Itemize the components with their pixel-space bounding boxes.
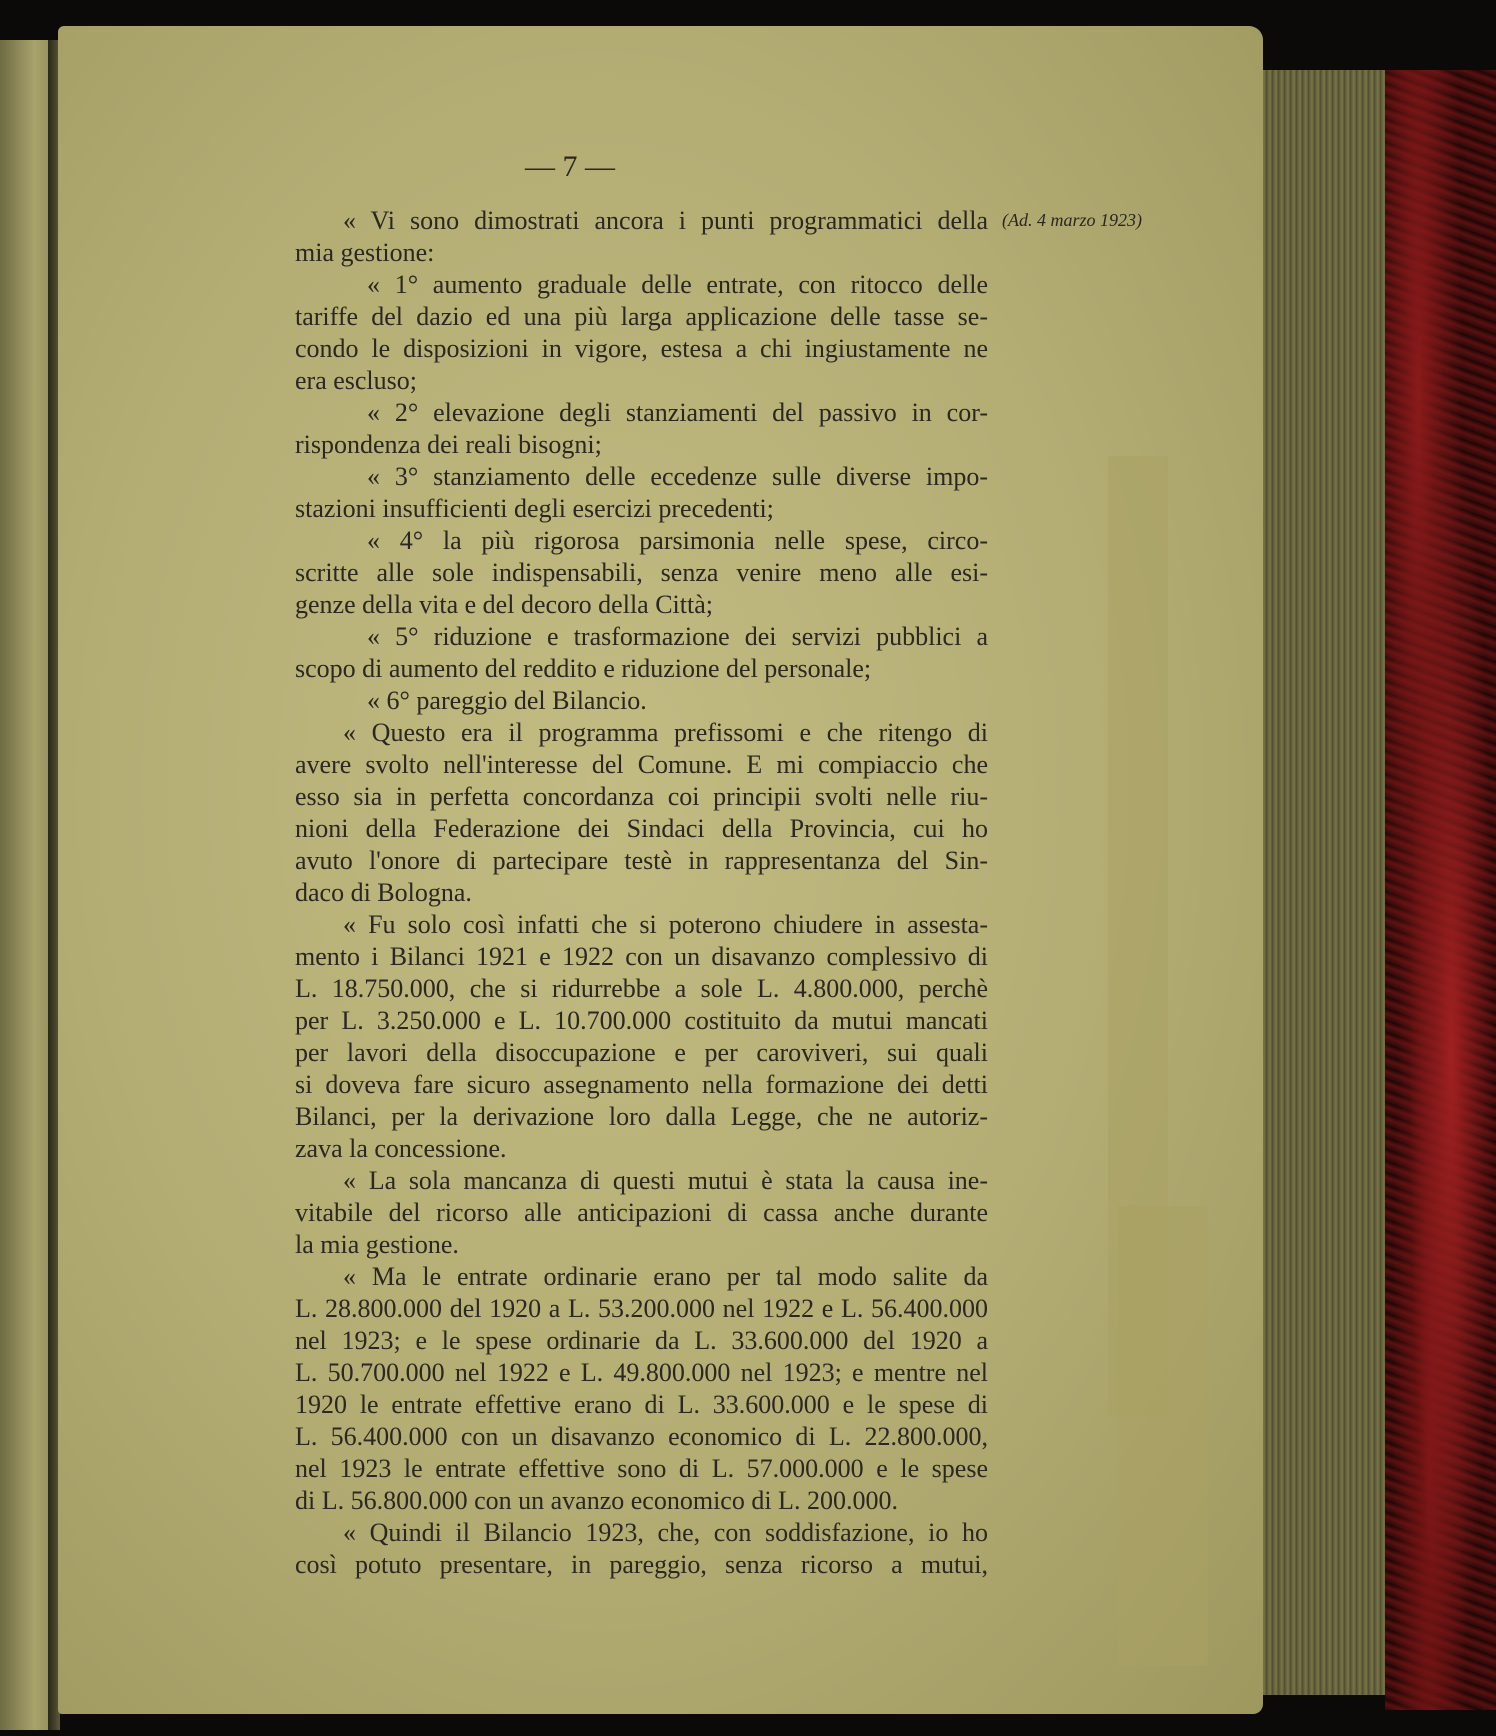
page-stain (1118, 1206, 1208, 1666)
text-line: « 6° pareggio del Bilancio. (367, 686, 647, 715)
body-text (295, 205, 988, 1581)
text-line: daco di Bologna. (295, 878, 472, 907)
text-line: « Fu solo così infatti che si poterono chiudere in assesta- (343, 910, 988, 939)
text-line: genze della vita e del decoro della Città; (295, 590, 713, 619)
text-line: vitabile del ricorso alle anticipazioni di cassa anche durante (295, 1198, 988, 1227)
text-line: « Vi sono dimostrati ancora i punti programmatici della (343, 206, 988, 235)
text-line: mento i Bilanci 1921 e 1922 con un disavanzo complessivo di (295, 942, 988, 971)
text-line: tariffe del dazio ed una più larga applicazione delle tasse se- (295, 302, 988, 331)
text-line: scritte alle sole indispensabili, senza venire meno alle esi- (295, 558, 988, 587)
text-line: di L. 56.800.000 con un avanzo economico di L. 200.000. (295, 1486, 898, 1515)
text-line: Bilanci, per la derivazione loro dalla Legge, che ne autoriz- (295, 1102, 988, 1131)
text-line: « Ma le entrate ordinarie erano per tal modo salite da (343, 1262, 988, 1291)
text-line: « 3° stanziamento delle eccedenze sulle diverse impo- (367, 462, 988, 491)
text-line: si doveva fare sicuro assegnamento nella formazione dei detti (295, 1070, 988, 1099)
text-line: L. 28.800.000 del 1920 a L. 53.200.000 nel 1922 e L. 56.400.000 (295, 1294, 988, 1323)
text-line: la mia gestione. (295, 1230, 459, 1259)
text-line: L. 18.750.000, che si ridurrebbe a sole L. 4.800.000, perchè (295, 974, 988, 1003)
marbled-cover (1385, 70, 1496, 1710)
page-number: — 7 — (525, 150, 615, 183)
text-line: avere svolto nell'interesse del Comune. E mi compiaccio che (295, 750, 988, 779)
text-line: nioni della Federazione dei Sindaci della Provincia, cui ho (295, 814, 988, 843)
margin-note: (Ad. 4 marzo 1923) (1002, 210, 1142, 230)
text-line: « Questo era il programma prefissomi e che ritengo di (343, 718, 988, 747)
text-line: per L. 3.250.000 e L. 10.700.000 costituito da mutui mancati (295, 1006, 988, 1035)
text-line: 1920 le entrate effettive erano di L. 33.600.000 e le spese di (295, 1390, 988, 1419)
text-line: era escluso; (295, 366, 418, 395)
text-line: L. 50.700.000 nel 1922 e L. 49.800.000 nel 1923; e mentre nel (295, 1358, 988, 1387)
text-line: così potuto presentare, in pareggio, senza ricorso a mutui, (295, 1550, 988, 1579)
text-line: « 2° elevazione degli stanziamenti del passivo in cor- (367, 398, 988, 427)
text-line: « 5° riduzione e trasformazione dei servizi pubblici a (367, 622, 988, 651)
text-line: « La sola mancanza di questi mutui è stata la causa ine- (343, 1166, 988, 1195)
text-line: zava la concessione. (295, 1134, 507, 1163)
text-line: nel 1923; e le spese ordinarie da L. 33.600.000 del 1920 a (295, 1326, 988, 1355)
text-line: avuto l'onore di partecipare testè in rappresentanza del Sin- (295, 846, 988, 875)
text-line: « 1° aumento graduale delle entrate, con ritocco delle (367, 270, 988, 299)
text-line: mia gestione: (295, 238, 435, 267)
text-line: esso sia in perfetta concordanza coi principii svolti nelle riu- (295, 782, 988, 811)
text-line: stazioni insufficienti degli esercizi precedenti; (295, 494, 774, 523)
text-line: nel 1923 le entrate effettive sono di L. 57.000.000 e le spese (295, 1454, 988, 1483)
text-line: « Quindi il Bilancio 1923, che, con soddisfazione, io ho (343, 1518, 988, 1547)
text-line: L. 56.400.000 con un disavanzo economico di L. 22.800.000, (295, 1422, 988, 1451)
text-line: scopo di aumento del reddito e riduzione del personale; (295, 654, 872, 683)
text-line: condo le disposizioni in vigore, estesa a chi ingiustamente ne (295, 334, 988, 363)
page-block-edge (1255, 70, 1385, 1695)
text-line: per lavori della disoccupazione e per caroviveri, sui quali (295, 1038, 988, 1067)
text-line: « 4° la più rigorosa parsimonia nelle spese, circo- (367, 526, 988, 555)
text-line: rispondenza dei reali bisogni; (295, 430, 602, 459)
